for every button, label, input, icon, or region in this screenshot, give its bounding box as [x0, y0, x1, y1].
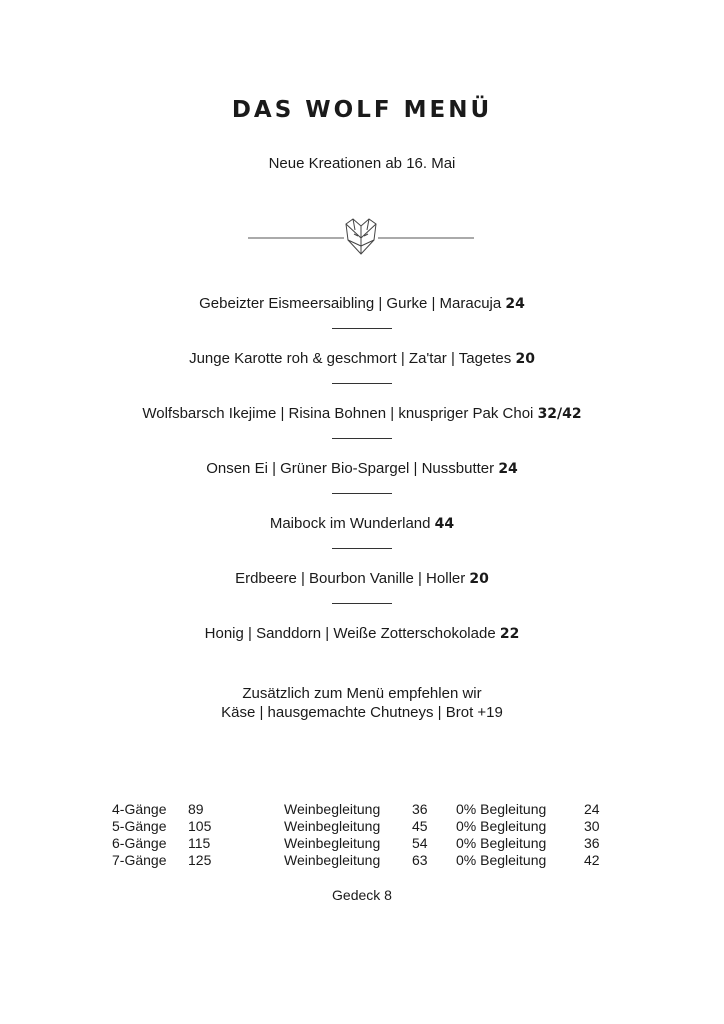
dish-separator [332, 438, 392, 439]
wolf-divider [246, 212, 476, 258]
dish-separator [332, 493, 392, 494]
zero-price: 24 [584, 801, 600, 817]
dish-price: 24 [498, 461, 518, 477]
dish-separator [332, 383, 392, 384]
dish-name: Wolfsbarsch Ikejime | Risina Bohnen | knuspriger Pak Choi [142, 405, 534, 422]
dish-item [0, 294, 724, 314]
dish-name: Gebeizter Eismeersaibling | Gurke | Maracuja [199, 295, 502, 312]
wine-price: 63 [412, 852, 428, 868]
dish-name: Maibock im Wunderland [269, 515, 431, 532]
table-row [112, 852, 614, 869]
dish-name: Honig | Sanddorn | Weiße Zotterschokolade [204, 625, 496, 642]
table-row [112, 801, 614, 818]
dish-item [0, 459, 724, 479]
dish-price: 20 [469, 571, 489, 587]
dish-name: Erdbeere | Bourbon Vanille | Holler [235, 570, 466, 587]
dish-name: Onsen Ei | Grüner Bio-Spargel | Nussbutter [206, 460, 495, 477]
courses-label: 6-Gänge [112, 835, 167, 851]
wine-price: 45 [412, 818, 428, 834]
dish-separator [332, 328, 392, 329]
dish-price: 20 [515, 351, 535, 367]
recommendation-line: Käse | hausgemachte Chutneys | Brot +19 [221, 704, 503, 721]
dish-item [0, 624, 724, 644]
cover-charge: Gedeck 8 [332, 887, 392, 903]
zero-label: 0% Begleitung [456, 801, 547, 817]
dish-name: Junge Karotte roh & geschmort | Za'tar | Tagetes [189, 350, 512, 367]
wolf-head-icon [346, 219, 376, 254]
zero-price: 30 [584, 818, 600, 834]
dish-price: 22 [499, 626, 520, 642]
menu-price: 125 [188, 852, 212, 868]
menu-title: DAS WOLF MENÜ [231, 97, 493, 123]
dish-separator [332, 603, 392, 604]
wine-label: Weinbegleitung [284, 818, 381, 834]
menu-price: 89 [188, 801, 204, 817]
dish-item [0, 514, 724, 534]
dish-list [0, 294, 724, 644]
zero-price: 36 [584, 835, 600, 851]
recommendation [0, 684, 724, 722]
zero-label: 0% Begleitung [456, 852, 547, 868]
dish-price: 32/42 [537, 406, 582, 422]
zero-label: 0% Begleitung [456, 835, 547, 851]
courses-label: 5-Gänge [112, 818, 167, 834]
dish-separator [332, 548, 392, 549]
wine-label: Weinbegleitung [284, 852, 381, 868]
table-row [112, 835, 614, 852]
recommendation-line: Zusätzlich zum Menü empfehlen wir [242, 685, 482, 702]
zero-price: 42 [584, 852, 600, 868]
menu-price: 105 [188, 818, 212, 834]
price-table [112, 801, 614, 869]
wine-label: Weinbegleitung [284, 801, 381, 817]
menu-price: 115 [188, 835, 211, 851]
dish-item [0, 349, 724, 369]
wine-price: 36 [412, 801, 428, 817]
table-row [112, 818, 614, 835]
menu-subtitle: Neue Kreationen ab 16. Mai [268, 155, 456, 172]
dish-item [0, 404, 724, 424]
dish-price: 24 [505, 296, 525, 312]
courses-label: 4-Gänge [112, 801, 167, 817]
wine-label: Weinbegleitung [284, 835, 381, 851]
dish-price: 44 [434, 516, 455, 532]
wine-price: 54 [412, 835, 428, 851]
zero-label: 0% Begleitung [456, 818, 547, 834]
courses-label: 7-Gänge [112, 852, 167, 868]
dish-item [0, 569, 724, 589]
